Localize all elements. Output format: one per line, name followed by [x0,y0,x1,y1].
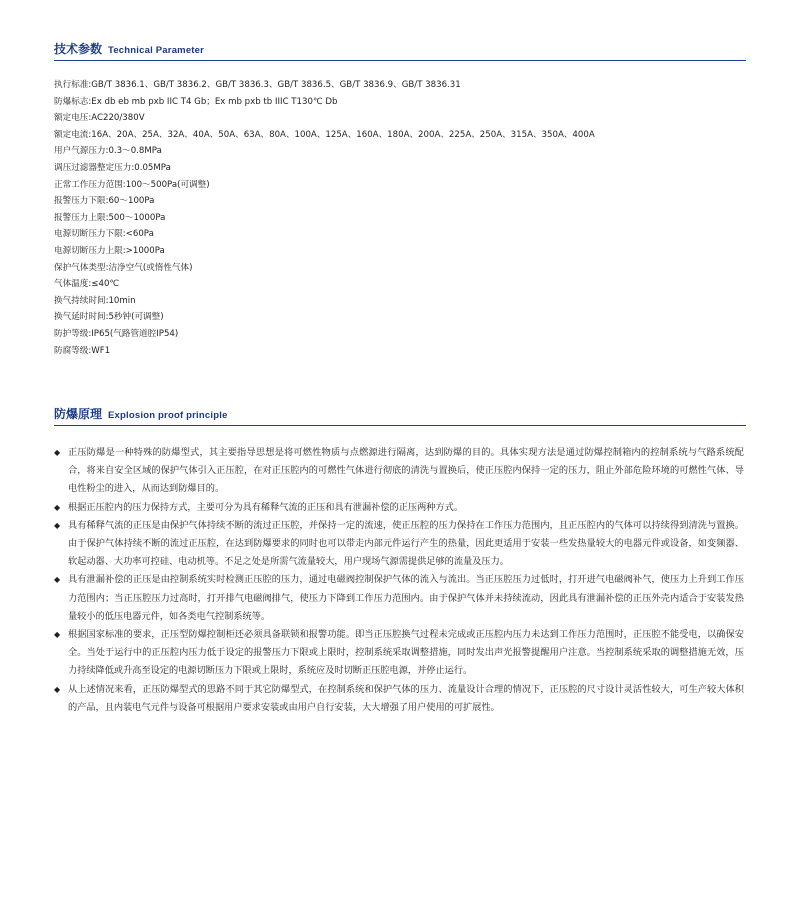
list-item [54,681,744,717]
section-title-en: Technical Parameter [108,45,205,56]
param-regulator-pressure: 调压过滤器整定压力:0.05MPa [54,162,171,173]
section-title-zh: 技术参数 [54,42,103,56]
param-standard: 执行标准:GB/T 3836.1、GB/T 3836.2、GB/T 3836.3、GB/T 3836.5、GB/T 3836.9、GB/T 3836.31 [54,80,461,90]
list-item-text: 具有稀释气流的正压是由保护气体持续不断的流过正压腔，并保持一定的流速，使正压腔的压力保持在工作压力范围内，且正压腔内的气体可以持续得到清洗与置换。由于保护气体持续不断的流过正压腔，在达到防爆要求的同时也可以带走内部元件运行产生的热量，因此更适用于安装一些发热量较大的电器元件或设备，如变频器、软起动器、大功率可控硅、电动机等。不足之处是所需气流量较大，用户现场气源需提供足够的流量及压力。 [68,519,744,568]
param-rated-current: 额定电流:16A、20A、25A、32A、40A、50A、63A、80A、100A、125A、160A、180A、200A、225A、250A、315A、350A、400A [54,129,595,140]
param-anticorrosion-grade: 防腐等级:WF1 [54,345,111,356]
list-item [54,626,744,681]
list-item [54,499,744,517]
technical-parameter-header [54,40,746,61]
list-item-text: 根据正压腔内的压力保持方式，主要可分为具有稀释气流的正压和具有泄漏补偿的正压两种方式。 [68,501,464,513]
explosion-principle-header [54,405,746,426]
list-item-text: 具有泄漏补偿的正压是由控制系统实时检测正压腔的压力，通过电磁阀控制保护气体的流入与流出。当正压腔压力过低时，打开进气电磁阀补气，使压力上升到工作压力范围内；当正压腔压力过高时，打开排气电磁阀排气，使压力下降到工作压力范围内。由于保护气体并未持续流动，因此具有泄漏补偿的正压外壳内适合于安装发热量较小的低压电器元件，如各类电气控制系统等。 [68,574,744,622]
param-air-source-pressure: 用户气源压力:0.3～0.8MPa [54,146,162,157]
param-purge-delay: 换气延时时间:5秒钟(可调整) [54,312,164,323]
diamond-bullet-icon: ◆ [54,520,61,530]
param-protection-grade: 防护等级:IP65(气路管道腔IP54) [54,328,179,339]
list-item-text: 正压防爆是一种特殊的防爆型式，其主要指导思想是将可燃性物质与点燃源进行隔离，达到防爆的目的。具体实现方法是通过防爆控制箱内的控制系统与气路系统配合，将来自安全区域的保护气体引入正压腔，在对正压腔内的可燃性气体进行彻底的清洗与置换后，使正压腔内保持一定的压力，阻止外部危险环境的可燃性气体、导电性粉尘的进入，从而达到防爆目的。 [68,447,744,495]
section-title-zh: 防爆原理 [54,407,103,421]
param-purge-duration: 换气持续时间:10min [54,295,136,306]
param-rated-voltage: 额定电压:AC220/380V [54,113,145,124]
param-working-pressure: 正常工作压力范围:100～500Pa(可调整) [54,179,210,190]
section-title-en: Explosion proof principle [108,410,228,421]
param-ex-marking: 防爆标志:Ex db eb mb pxb IIC T4 Gb；Ex mb pxb tb IIIC T130℃ Db [54,96,338,107]
param-cutoff-upper: 电源切断压力上限:>1000Pa [54,245,165,256]
param-gas-temperature: 气体温度:≤40℃ [54,279,120,290]
list-item [54,444,744,499]
diamond-bullet-icon: ◆ [54,630,61,640]
param-alarm-upper: 报警压力上限:500～1000Pa [54,212,166,223]
param-alarm-lower: 报警压力下限:60～100Pa [54,196,155,207]
principle-list [54,444,744,717]
list-item-text: 从上述情况来看，正压防爆型式的思路不同于其它防爆型式，在控制系统和保护气体的压力、流量设计合理的情况下，正压腔的尺寸设计灵活性较大，可生产较大体积的产品，且内装电气元件与设备可根据用户要求安装或由用户自行安装，大大增强了用户使用的可扩展性。 [68,683,744,713]
parameter-list [54,77,754,359]
param-cutoff-lower: 电源切断压力下限:<60Pa [54,229,154,240]
list-item [54,517,744,572]
param-gas-type: 保护气体类型:洁净空气(或惰性气体) [54,262,193,273]
diamond-bullet-icon: ◆ [54,448,61,457]
diamond-bullet-icon: ◆ [54,502,61,512]
diamond-bullet-icon: ◆ [54,575,61,585]
list-item [54,571,744,626]
diamond-bullet-icon: ◆ [54,684,61,694]
list-item-text: 根据国家标准的要求，正压型防爆控制柜还必须具备联锁和报警功能。即当正压腔换气过程未完成或正压腔内压力未达到工作压力范围时，正压腔不能受电，以确保安全。当处于运行中的正压腔内压力低于设定的报警压力下限或上限时，控制系统采取调整措施，同时发出声光报警提醒用户注意。当控制系统采取的调整措施无效，压力持续降低或升高至设定的电源切断压力下限或上限时，系统应及时切断正压腔电源，并停止运行。 [68,629,744,677]
